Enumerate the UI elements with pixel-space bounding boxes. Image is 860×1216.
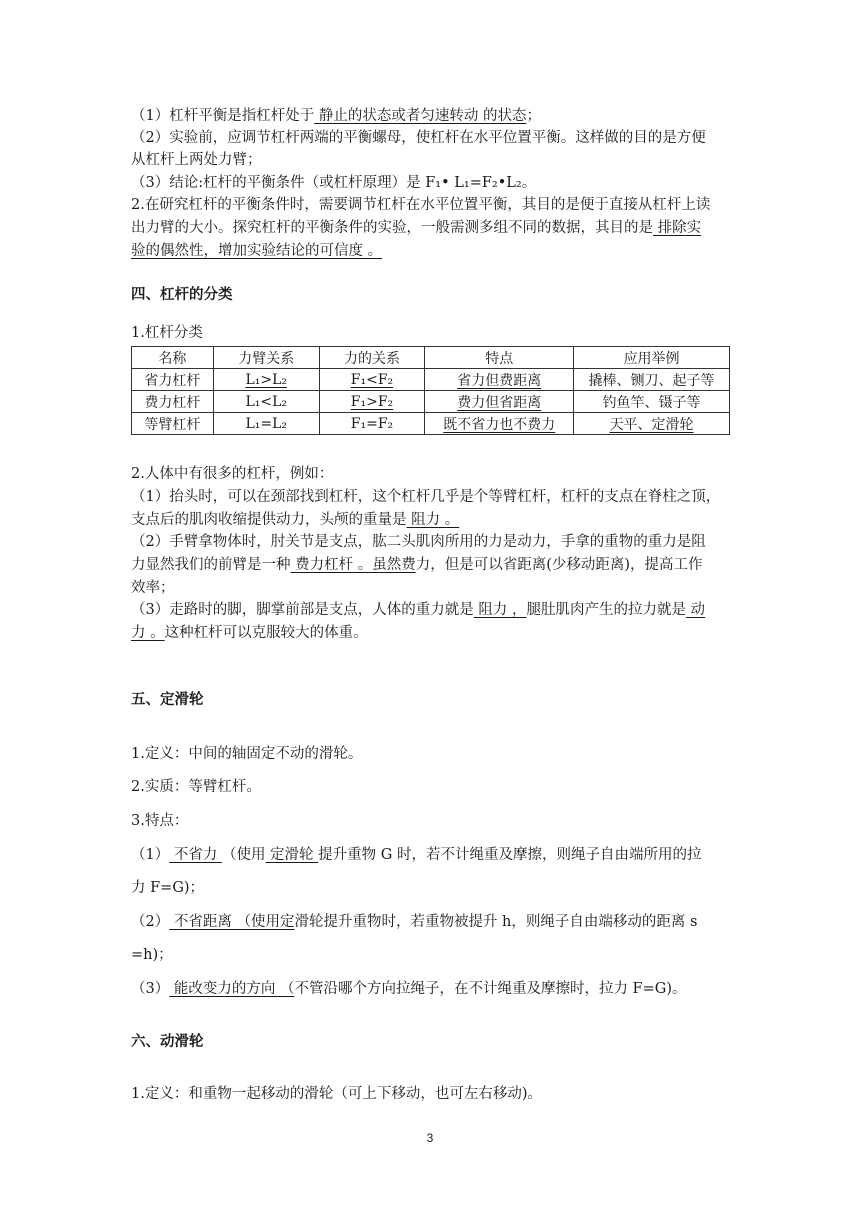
table-cell: L₁<L₂ [213, 391, 319, 413]
paragraph-study-end [131, 241, 382, 261]
paragraph-arm-end: 效率； [131, 580, 175, 596]
table-header: 力的关系 [319, 347, 425, 369]
answer-blank: 不省力 [169, 847, 222, 863]
text: 这种杠杆可以克服较大的体重。 [164, 625, 368, 641]
answer-blank: 既不省力也不费力 [443, 416, 556, 433]
answer-blank: 费力杠杆 。虽然费 [290, 557, 416, 573]
paragraph-foot [131, 600, 705, 620]
table-cell [425, 391, 574, 413]
table-cell: 费力杠杆 [132, 391, 214, 413]
section-heading-classification: 四、杠杆的分类 [131, 287, 233, 303]
answer-blank: 阻力 ， [473, 602, 527, 618]
paragraph-features: 3.特点： [131, 813, 189, 829]
paragraph-arm-cont [131, 555, 703, 575]
section-heading-movable-pulley: 六、动滑轮 [131, 1034, 204, 1050]
paragraph-essence: 2.实质：等臂杠杆。 [131, 779, 261, 795]
text: 腿肚肌肉产生的拉力就是 [526, 602, 686, 618]
table-cell [574, 413, 730, 435]
section-heading-fixed-pulley: 五、定滑轮 [131, 692, 204, 708]
table-cell [319, 369, 425, 391]
answer-blank: 阻力 。 [406, 512, 460, 528]
paragraph-conclusion: （3）结论:杠杆的平衡条件（或杠杆原理）是 F₁• L₁=F₂•L₂。 [131, 175, 537, 191]
text: （2） [131, 914, 170, 930]
page-number: 3 [426, 1131, 434, 1145]
text: （3） [131, 981, 170, 997]
paragraph-head-cont [131, 510, 459, 530]
table-cell: F₁=F₂ [319, 413, 425, 435]
table-cell [425, 369, 574, 391]
subheading-lever-types: 1.杠杆分类 [131, 325, 203, 341]
paragraph-feature-1 [131, 845, 701, 865]
text: 提升重物 G 时，若不计绳重及摩擦，则绳子自由端所用的拉 [318, 847, 702, 863]
table-row [132, 369, 730, 391]
answer-blank: 费力但省距离 [457, 394, 542, 411]
table-cell: 撬棒、铡刀、起子等 [574, 369, 730, 391]
table-cell: 省力杠杆 [132, 369, 214, 391]
table-cell [425, 413, 574, 435]
text: （1）杠杆平衡是指杠杆处于 [131, 108, 315, 124]
text: 滑轮提升重物时，若重物被提升 h，则绳子自由端移动的距离 s [294, 914, 698, 930]
paragraph-experiment-cont: 从杠杆上两处力臂； [131, 152, 262, 168]
answer-blank: 定滑轮 [265, 847, 319, 863]
table-cell: L₁=L₂ [213, 413, 319, 435]
text: （3）走路时的脚，脚掌前部是支点，人体的重力就是 [131, 602, 474, 618]
text: 支点后的肌肉收缩提供动力，头颅的重量是 [131, 512, 407, 528]
table-header: 力臂关系 [213, 347, 319, 369]
paragraph-foot-cont [131, 623, 368, 643]
paragraph-feature-2 [131, 912, 697, 932]
answer-blank: 力 。 [131, 625, 165, 641]
answer-blank: 静止的状态或者匀速转动 的状态 [314, 108, 527, 124]
table-header: 应用举例 [574, 347, 730, 369]
table-cell [213, 369, 319, 391]
text: 力，但是可以省距离(少移动距离)，提高工作 [415, 557, 703, 573]
answer-blank: 动 [685, 602, 706, 618]
answer-blank: L₁>L₂ [245, 371, 287, 388]
answer-blank: 排除实 [653, 220, 702, 236]
answer-blank: F₁<F₂ [350, 371, 394, 388]
paragraph-definition: 1.定义：中间的轴固定不动的滑轮。 [131, 746, 363, 762]
text: 出力臂的大小。探究杠杆的平衡条件的实验，一般需测多组不同的数据，其目的是 [131, 220, 653, 236]
paragraph-experiment: （2）实验前，应调节杠杆两端的平衡螺母，使杠杆在水平位置平衡。这样做的目的是方便 [131, 130, 706, 146]
text: （1） [131, 847, 170, 863]
text: （使用 [221, 847, 266, 863]
paragraph-feature-3 [131, 979, 687, 999]
answer-blank: 验的偶然性，增加实验结论的可信度 。 [131, 243, 383, 259]
answer-blank: 天平、定滑轮 [609, 416, 694, 433]
text: 不管沿哪个方向拉绳子，在不计绳重及摩擦时，拉力 F=G)。 [294, 981, 687, 997]
paragraph-body-levers: 2.人体中有很多的杠杆，例如： [131, 466, 334, 482]
paragraph-study-cont [131, 218, 701, 238]
table-header: 名称 [132, 347, 214, 369]
table-header-row [132, 347, 730, 369]
paragraph-study: 2.在研究杠杆的平衡条件时，需要调节杠杆在水平位置平衡，其目的是便于直接从杠杆上读 [131, 197, 711, 213]
table-row [132, 391, 730, 413]
table-cell [319, 391, 425, 413]
paragraph-head: （1）抬头时，可以在颈部找到杠杆，这个杠杆几乎是个等臂杠杆，杠杆的支点在脊柱之顶， [131, 489, 721, 505]
lever-classification-table [131, 346, 730, 435]
table-cell: 等臂杠杆 [132, 413, 214, 435]
paragraph-arm: （2）手臂拿物体时，肘关节是支点，肱二头肌肉所用的力是动力，手拿的重物的重力是阻 [131, 534, 706, 550]
paragraph-balance-def [131, 106, 541, 126]
answer-blank: 能改变力的方向 （ [169, 981, 295, 997]
paragraph-feature-2-cont: =h)； [131, 947, 173, 963]
table-cell: 钓鱼竿、镊子等 [574, 391, 730, 413]
table-row [132, 413, 730, 435]
answer-blank: 省力但费距离 [457, 372, 542, 389]
answer-blank: F₁>F₂ [350, 393, 394, 410]
text: ； [526, 108, 541, 124]
table-header: 特点 [425, 347, 574, 369]
text: 力显然我们的前臂是一种 [131, 557, 291, 573]
paragraph-feature-1-cont: 力 F=G)； [131, 880, 205, 896]
answer-blank: 不省距离 （使用定 [169, 914, 295, 930]
paragraph-movable-definition: 1.定义：和重物一起移动的滑轮（可上下移动，也可左右移动)。 [131, 1086, 542, 1102]
